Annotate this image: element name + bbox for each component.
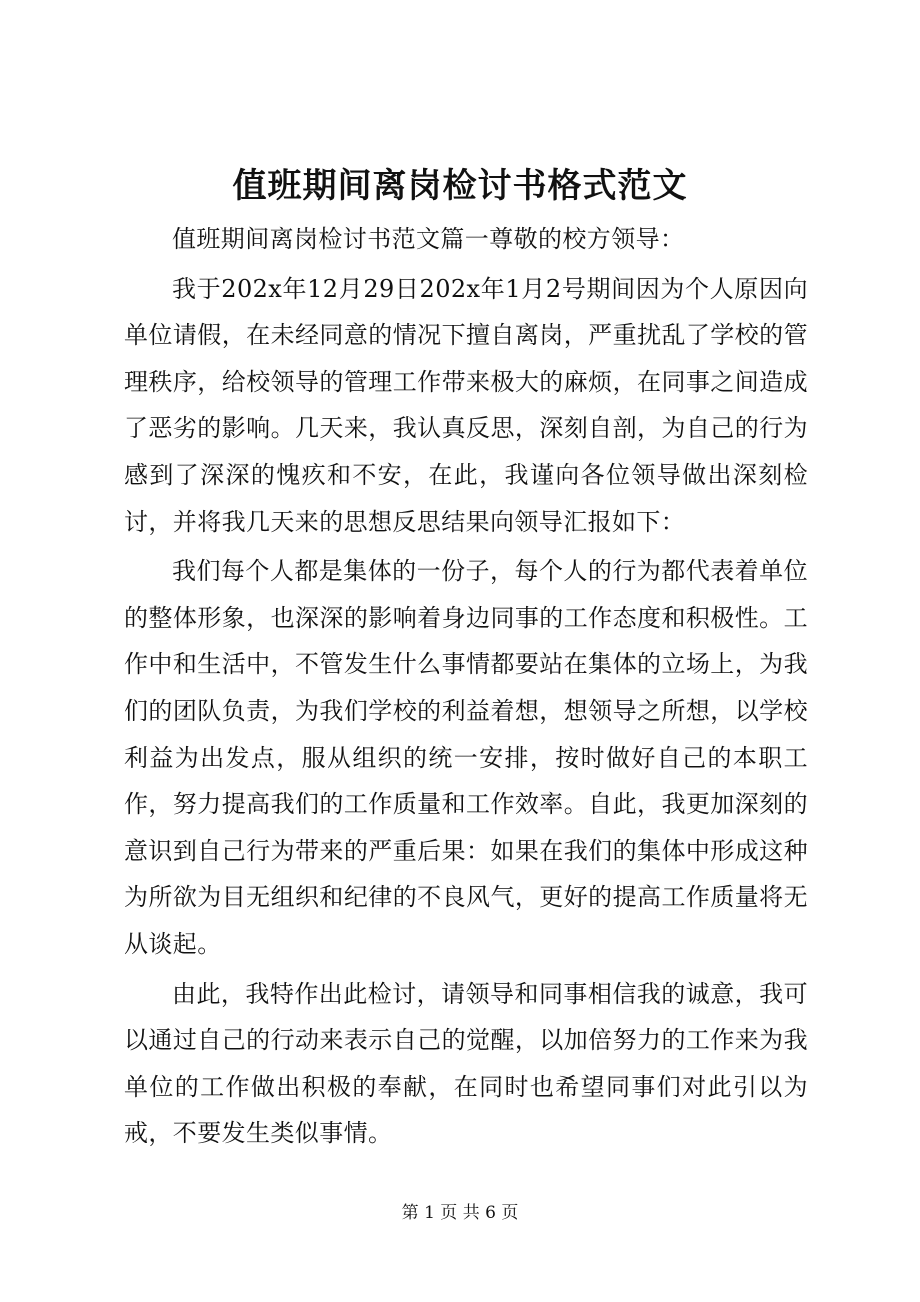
paragraph-salutation: 值班期间离岗检讨书范文篇一尊敬的校方领导： [172, 225, 685, 253]
paragraph-2: 我们每个人都是集体的一份子，每个人的行为都代表着单位的整体形象，也深深的影响着身边同事的工作态度和积极性。工作中和生活中，不管发生什么事情都要站在集体的立场上，为我们的团队负责，为我们学校的利益着想，想领导之所想，以学校利益为出发点，服从组织的统一安排，按时做好自己的本职工作，努力提高我们的工作质量和工作效率。自此，我更加深刻的意识到自己行为带来的严重后果：如果在我们的集体中形成这种为所欲为目无组织和纪律的不良风气，更好的提高工作质量将无从谈起。 [124, 557, 808, 958]
page-footer: 第 1 页 共 6 页 [401, 1203, 519, 1223]
document-body [124, 216, 808, 1157]
paragraph-3: 由此，我特作出此检讨，请领导和同事相信我的诚意，我可以通过自己的行动来表示自己的觉醒，以加倍努力的工作来为我单位的工作做出积极的奉献，在同时也希望同事们对此引以为戒，不要发生类似事情。 [124, 979, 808, 1148]
paragraph-1: 我于202x年12月29日202x年1月2号期间因为个人原因向单位请假，在未经同意的情况下擅自离岗，严重扰乱了学校的管理秩序，给校领导的管理工作带来极大的麻烦，在同事之间造成了恶劣的影响。几天来，我认真反思，深刻自剖，为自己的行为感到了深深的愧疚和不安，在此，我谨向各位领导做出深刻检讨，并将我几天来的思想反思结果向领导汇报如下： [124, 274, 808, 536]
document-title: 值班期间离岗检讨书格式范文 [232, 166, 688, 206]
